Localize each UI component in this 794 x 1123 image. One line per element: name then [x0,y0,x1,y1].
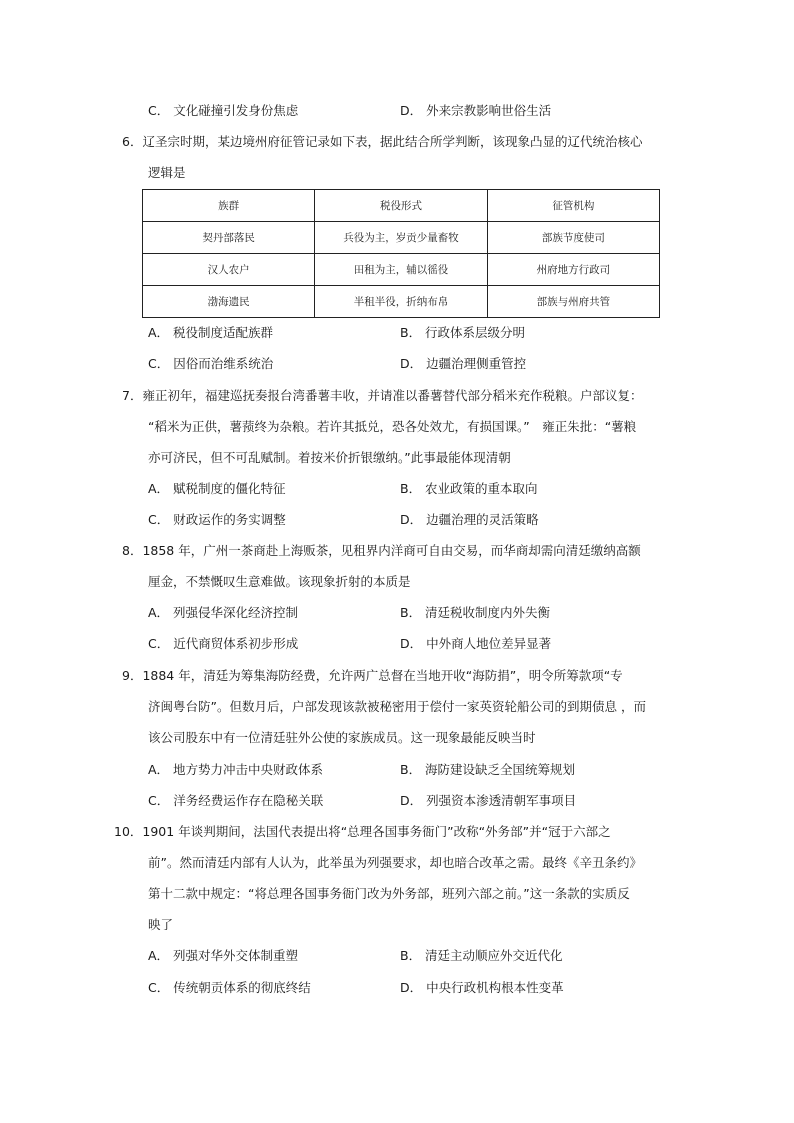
q9-option-a: A． 地方势力冲击中央财政体系 [148,762,324,777]
q6-option-c: C． 因俗而治维系统治 [148,356,274,371]
table-cell: 汉人农户 [143,254,315,286]
q8-stem-line2: 厘金，不禁慨叹生意难做。该现象折射的本质是 [148,574,411,589]
q6-option-d: D． 边疆治理侧重管控 [400,356,527,371]
q9-option-d: D． 列强资本渗透清朝军事项目 [400,793,577,808]
q7-stem-line3: 亦可济民，但不可乱赋制。着按米价折银缴纳。”此事最能体现清朝 [148,450,511,465]
table-row [143,254,660,286]
q6-stem-line2: 逻辑是 [148,165,186,180]
q7-option-c: C． 财政运作的务实调整 [148,512,286,527]
q8-option-b: B． 清廷税收制度内外失衡 [400,605,551,620]
table-cell: 田租为主，辅以徭役 [315,254,487,286]
q7-option-b: B． 农业政策的重本取向 [400,481,538,496]
q7-stem-line2: “稻米为正供，薯蓣终为杂粮。若许其抵兑，恐各处效尤，有损国课。” 雍正朱批：“薯粮 [148,419,637,434]
q7-option-d: D． 边疆治理的灵活策略 [400,512,539,527]
q10-option-b: B． 清廷主动顺应外交近代化 [400,948,563,963]
table-header-cell: 族群 [143,190,315,222]
table-header-cell: 征管机构 [487,190,659,222]
table-cell: 州府地方行政司 [487,254,659,286]
q10-option-d: D． 中央行政机构根本性变革 [400,980,564,995]
q6-option-a: A． 税役制度适配族群 [148,325,274,340]
q10-stem-line2: 前”。然而清廷内部有人认为，此举虽为列强要求，却也暗合改革之需。最终《辛丑条约》 [148,855,642,870]
q8-option-a: A． 列强侵华深化经济控制 [148,605,299,620]
q6-table [142,189,660,318]
q9-option-c: C． 洋务经费运作存在隐秘关联 [148,793,324,808]
q6-option-b: B． 行政体系层级分明 [400,325,526,340]
table-cell: 部族与州府共管 [487,286,659,318]
table-cell: 半租半役，折纳布帛 [315,286,487,318]
q10-stem-line1: 10．1901 年谈判期间，法国代表提出将“总理各国事务衙门”改称“外务部”并“冠于六部之 [114,824,611,839]
table-row [143,286,660,318]
q10-option-c: C． 传统朝贡体系的彻底终结 [148,980,311,995]
q5-option-c: C． 文化碰撞引发身份焦虑 [148,103,299,118]
q7-stem-line1: 7．雍正初年，福建巡抚奏报台湾番薯丰收，并请准以番薯替代部分稻米充作税粮。户部议复： [122,388,643,403]
q10-stem-line4: 映了 [148,917,174,932]
q8-stem-line1: 8．1858 年，广州一茶商赴上海贩茶，见租界内洋商可自由交易，而华商却需向清廷缴纳高额 [122,543,641,558]
table-cell: 部族节度使司 [487,222,659,254]
q7-option-a: A． 赋税制度的僵化特征 [148,481,286,496]
table-header-cell: 税役形式 [315,190,487,222]
q6-stem-line1: 6．辽圣宗时期，某边境州府征管记录如下表，据此结合所学判断，该现象凸显的辽代统治核心 [122,134,643,149]
q10-option-a: A． 列强对华外交体制重塑 [148,948,299,963]
q5-option-d: D． 外来宗教影响世俗生活 [400,103,552,118]
q8-option-d: D． 中外商人地位差异显著 [400,636,552,651]
table-cell: 渤海遗民 [143,286,315,318]
table-cell: 兵役为主，岁贡少量畜牧 [315,222,487,254]
q10-stem-line3: 第十二款中规定：“将总理各国事务衙门改为外务部，班列六部之前。”这一条款的实质反 [148,886,630,901]
q9-stem-line2: 济闽粤台防”。但数月后，户部发现该款被秘密用于偿付一家英资轮船公司的到期债息 ，而 [148,699,646,714]
q9-stem-line3: 该公司股东中有一位清廷驻外公使的家族成员。这一现象最能反映当时 [148,730,536,745]
table-header-row [143,190,660,222]
q9-stem-line1: 9．1884 年，清廷为筹集海防经费，允许两广总督在当地开收“海防捐”，明令所筹款项“专 [122,668,623,683]
table-cell: 契丹部落民 [143,222,315,254]
q9-option-b: B． 海防建设缺乏全国统筹规划 [400,762,576,777]
q8-option-c: C． 近代商贸体系初步形成 [148,636,299,651]
table-row [143,222,660,254]
